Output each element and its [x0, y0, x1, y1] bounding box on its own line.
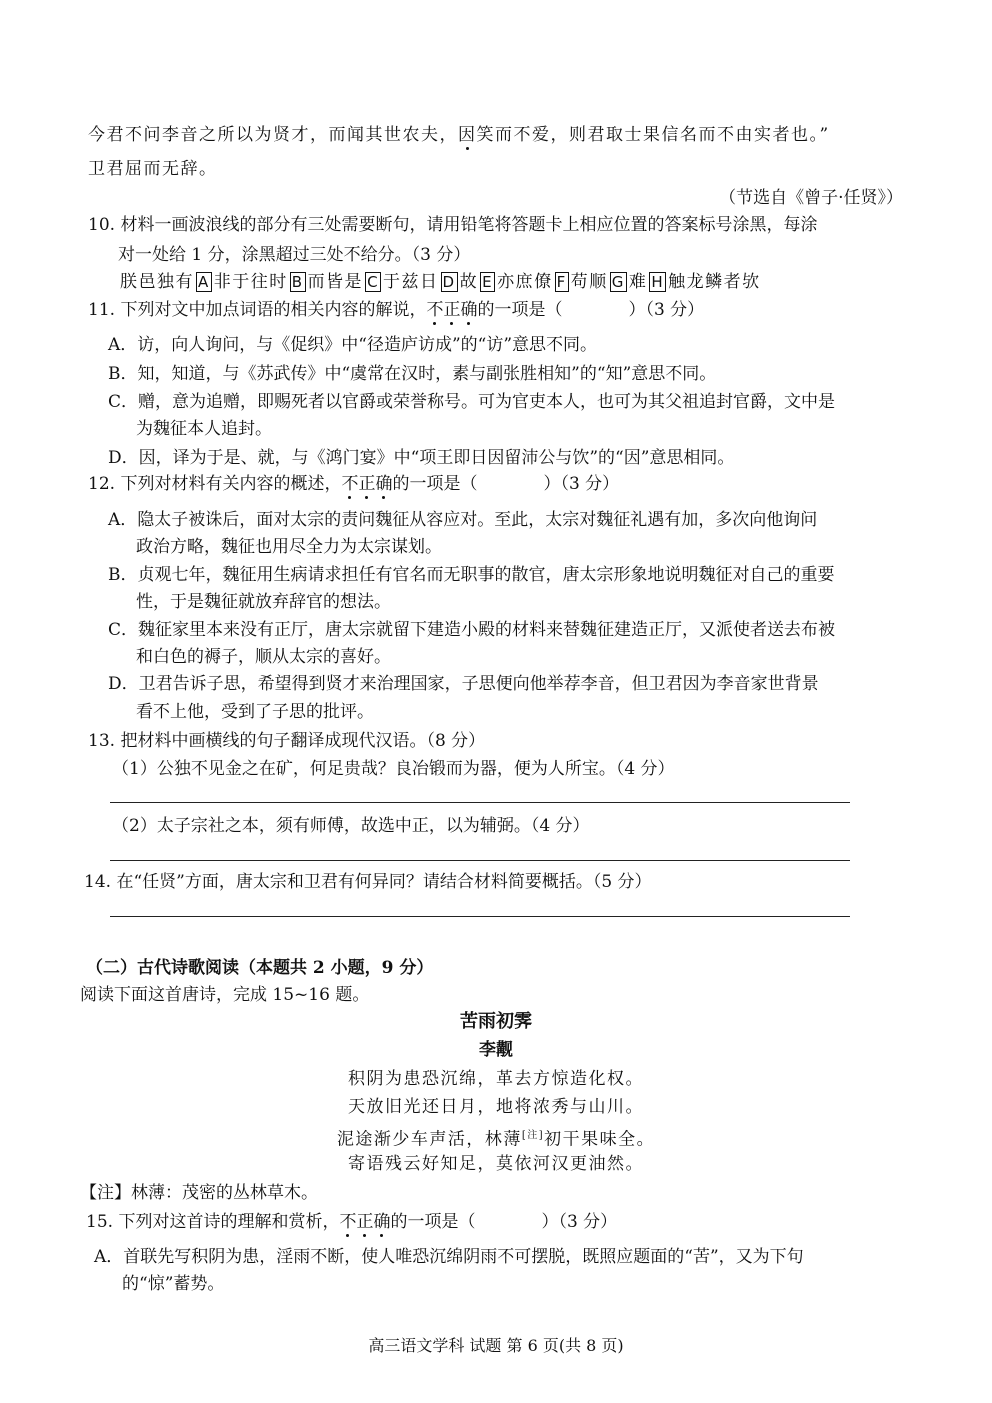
- poem-note: 【注】林薄：茂密的丛林草木。: [80, 1183, 318, 1203]
- dotted-char: 正: [358, 474, 376, 494]
- q11-option-c-line-2: 为魏征本人追封。: [136, 419, 272, 439]
- q13-stem: 13. 把材料中画横线的句子翻译成现代汉语。（8 分）: [88, 731, 486, 751]
- q15-stem: [86, 1210, 617, 1234]
- q10-stem-line-2: 对一处给 1 分，涂黑超过三处不给分。（3 分）: [118, 245, 471, 265]
- q10-seg: 而皆是: [307, 272, 364, 292]
- passage-line-2: 卫君屈而无辞。: [88, 159, 218, 179]
- section-intro: 阅读下面这首唐诗，完成 15~16 题。: [80, 985, 370, 1005]
- q13-part-2: （2）太子宗社之本，须有师傅，故选中正，以为辅弼。（4 分）: [112, 816, 590, 836]
- dotted-char: 正: [356, 1212, 374, 1232]
- poem-text: 泥途渐少车声活，林薄: [336, 1129, 522, 1150]
- poem-line-3: [0, 1124, 992, 1152]
- q10-sentence: [120, 270, 761, 294]
- q10-seg: 触龙鳞者欤: [668, 272, 761, 292]
- q10-seg: 朕邑独有: [120, 272, 194, 292]
- q15-stem-text: 15. 下列对这首诗的理解和赏析，: [86, 1212, 340, 1232]
- q10-seg: 故: [459, 272, 479, 292]
- q10-label-c[interactable]: C: [367, 273, 380, 291]
- page-footer: 高三语文学科 试题 第 6 页(共 8 页): [368, 1336, 624, 1355]
- dotted-char: 不: [426, 300, 444, 320]
- q11-stem: [88, 298, 704, 322]
- q12-stem-text: 的一项是（: [392, 474, 478, 494]
- answer-line[interactable]: [110, 802, 850, 803]
- q12-option-b-line-1: B．贞观七年，魏征用生病请求担任有官名而无职事的散官，唐太宗形象地说明魏征对自己的重要: [108, 565, 835, 585]
- q12-option-a-line-1: A．隐太子被诛后，面对太宗的责问魏征从容应对。至此，太宗对魏征礼遇有加，多次向他询问: [108, 510, 818, 530]
- q11-stem-text: ）（3 分）: [628, 300, 705, 320]
- q11-stem-text: 的一项是（: [477, 300, 563, 320]
- q10-seg: 苟顺: [570, 272, 608, 292]
- passage-text: 今君不问李音之所以为贤才，而闻其世农夫，: [88, 125, 458, 145]
- q12-option-c-line-2: 和白色的褥子，顺从太宗的喜好。: [136, 647, 391, 667]
- dotted-char: 确: [460, 300, 478, 320]
- q11-option-a: A．访，向人询问，与《促织》中“径造庐访成”的“访”意思不同。: [108, 335, 598, 355]
- q12-stem: [88, 472, 619, 496]
- poem-author: 李觏: [479, 1040, 513, 1060]
- poem-line-2: 天放旧光还日月，地将浓秀与山川。: [348, 1097, 644, 1117]
- q15-option-a-line-2: 的“惊”蓄势。: [122, 1274, 225, 1294]
- dotted-char: 正: [443, 300, 461, 320]
- q10-seg: 难: [628, 272, 648, 292]
- q10-label-a[interactable]: A: [198, 273, 210, 291]
- q15-stem-text: ）（3 分）: [541, 1212, 618, 1232]
- poem-line-1: 积阴为患恐沉绵，革去方惊造化权。: [348, 1069, 644, 1089]
- q13-part-1: （1）公独不见金之在矿，何足贵哉？良冶锻而为器，便为人所宝。（4 分）: [112, 759, 675, 779]
- dotted-char: 不: [341, 474, 359, 494]
- q10-label-d[interactable]: D: [442, 273, 456, 291]
- q10-label-f[interactable]: F: [556, 273, 567, 291]
- passage-text: 笑而不爱，则君取士果信名而不由实者也。”: [476, 125, 830, 145]
- q14-stem: 14. 在“任贤”方面，唐太宗和卫君有何异同？请结合材料简要概括。（5 分）: [84, 872, 652, 892]
- q10-seg: 亦庶僚: [497, 272, 553, 292]
- q11-option-c-line-1: C．赠，意为追赠，即赐死者以官爵或荣誉称号。可为官吏本人，也可为其父祖追封官爵，文中是: [108, 392, 836, 412]
- footnote-marker: [注]: [521, 1130, 545, 1141]
- poem-text: 初干果味全。: [544, 1129, 656, 1150]
- q10-label-g[interactable]: G: [611, 273, 625, 291]
- q12-option-c-line-1: C．魏征家里本来没有正厅，唐太宗就留下建造小殿的材料来替魏征建造正厅，又派使者送去布被: [108, 620, 836, 640]
- dotted-char: 不: [339, 1212, 357, 1232]
- q10-seg: 于兹日: [383, 272, 439, 292]
- dotted-char: 因: [458, 125, 477, 145]
- answer-line[interactable]: [110, 860, 850, 861]
- dotted-char: 确: [375, 474, 393, 494]
- q11-option-b: B．知，知道，与《苏武传》中“虞常在汉时，素与副张胜相知”的“知”意思不同。: [108, 364, 717, 384]
- answer-line[interactable]: [110, 916, 850, 917]
- poem-title: 苦雨初霁: [460, 1011, 532, 1032]
- poem-line-4: 寄语残云好知足，莫依河汉更油然。: [348, 1154, 644, 1174]
- q10-seg: 非于往时: [213, 272, 288, 292]
- q15-stem-text: 的一项是（: [390, 1212, 476, 1232]
- q11-stem-text: 11. 下列对文中加点词语的相关内容的解说，: [88, 300, 427, 320]
- q12-option-a-line-2: 政治方略，魏征也用尽全力为太宗谋划。: [136, 537, 442, 557]
- q15-option-a-line-1: A．首联先写积阴为患，淫雨不断，使人唯恐沉绵阴雨不可摆脱，既照应题面的“苦”，又为下句: [94, 1247, 804, 1267]
- q11-option-d: D．因，译为于是、就，与《鸿门宴》中“项王即日因留沛公与饮”的“因”意思相同。: [108, 448, 735, 468]
- q10-label-b[interactable]: B: [291, 273, 304, 291]
- q12-stem-text: 12. 下列对材料有关内容的概述，: [88, 474, 342, 494]
- passage-line-1: [88, 123, 830, 147]
- section-heading: （二）古代诗歌阅读（本题共 2 小题，9 分）: [86, 958, 434, 978]
- passage-source: （节选自《曾子·任贤》）: [719, 188, 903, 208]
- q10-label-e[interactable]: E: [482, 273, 494, 291]
- dotted-char: 确: [373, 1212, 391, 1232]
- q10-label-h[interactable]: H: [651, 273, 665, 291]
- q12-stem-text: ）（3 分）: [543, 474, 620, 494]
- q12-option-d-line-1: D．卫君告诉子思，希望得到贤才来治理国家，子思便向他举荐李音，但卫君因为李音家世背景: [108, 674, 819, 694]
- q12-option-b-line-2: 性，于是魏征就放弃辞官的想法。: [136, 592, 391, 612]
- q10-stem-line-1: 10. 材料一画波浪线的部分有三处需要断句，请用铅笔将答题卡上相应位置的答案标号涂黑，每涂: [88, 215, 818, 235]
- q12-option-d-line-2: 看不上他，受到了子思的批评。: [136, 702, 374, 722]
